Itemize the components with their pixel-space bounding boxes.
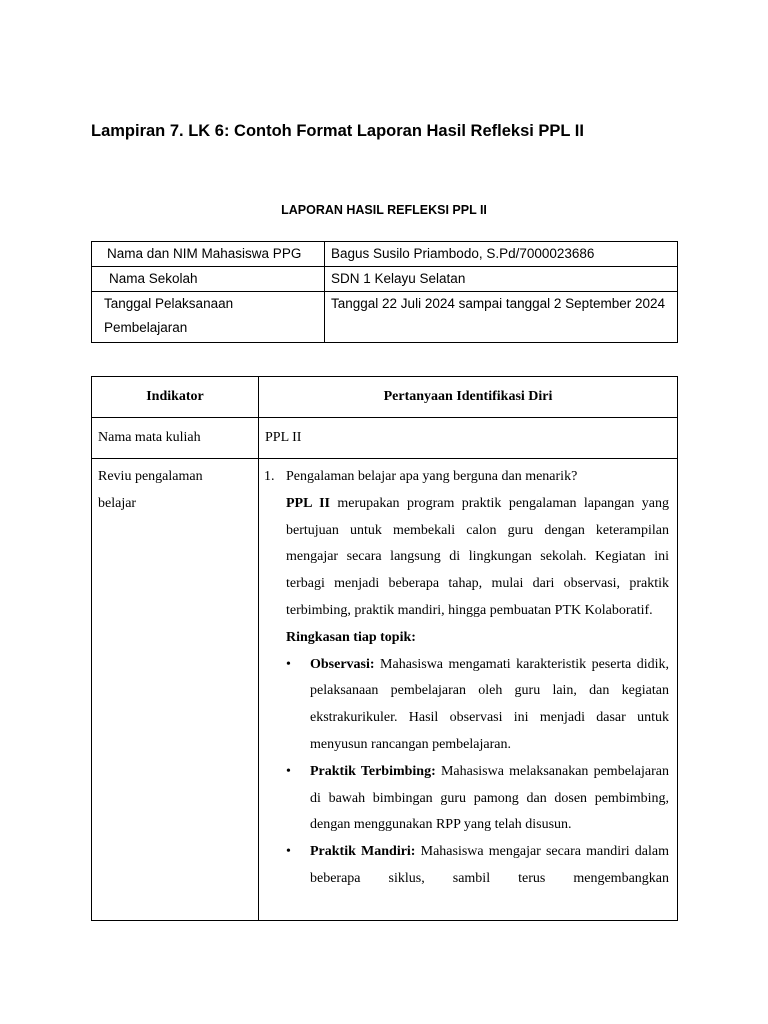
list-item [286,759,669,839]
identity-row-date [92,292,678,343]
header-indicator: Indikator [92,377,259,418]
review-label-line1: Reviu pengalaman [98,469,203,484]
bullet-icon: • [286,656,291,672]
identity-value-school: SDN 1 Kelayu Selatan [331,271,466,286]
bullet-text: Mahasiswa mengajar secara mandiri dalam beberapa siklus, sambil terus mengembangkan [310,844,669,886]
list-item [286,839,669,893]
question-text: Pengalaman belajar apa yang berguna dan menarik? [286,469,578,484]
identity-value-cell [325,242,678,267]
intro-bold: PPL II [286,495,330,511]
bullet-bold: Observasi: [310,656,375,672]
identity-label-name: Nama dan NIM Mahasiswa PPG [107,246,302,261]
identity-label-cell [92,242,325,267]
page-heading: Lampiran 7. LK 6: Contoh Format Laporan Hasil Refleksi PPL II [91,122,584,140]
review-label-cell [92,459,259,921]
reflection-table [91,376,678,921]
course-row [92,418,678,459]
report-title: LAPORAN HASIL REFLEKSI PPL II [281,203,487,217]
bullet-bold: Praktik Terbimbing: [310,763,436,779]
identity-table [91,241,678,343]
summary-heading: Ringkasan tiap topik: [286,629,416,645]
reflection-header-row [92,377,678,418]
question-number: 1. [264,469,275,484]
bullet-text: Mahasiswa mengamati karakteristik peserta didik, pelaksanaan pembelajaran oleh guru lain, dan kegiatan ekstrakurikuler. Hasil observasi ini menjadi dasar untuk menyusun rancangan pembelajaran. [310,656,669,752]
identity-label-cell [92,292,325,343]
bullet-icon: • [286,763,291,779]
summary-list [286,652,669,893]
review-content-cell [259,459,678,921]
review-content [259,464,677,920]
bullet-text: Mahasiswa melaksanakan pembelajaran di bawah bimbingan guru pamong dan dosen pembimbing, dengan menggunakan RPP yang telah disusun. [310,763,669,833]
identity-row-school [92,267,678,292]
identity-value-date: Tanggal 22 Juli 2024 sampai tanggal 2 September 2024 [331,296,665,311]
identity-label-date-line2: Pembelajaran [104,320,188,335]
identity-label-cell [92,267,325,292]
intro-text: merupakan program praktik pengalaman lapangan yang bertujuan untuk membekali calon guru dengan keterampilan mengajar secara langsung di lingkungan sekolah. Kegiatan ini terbagi menjadi beberapa tahap, mulai dari observasi, praktik terbimbing, praktik mandiri, hingga pembuatan PTK Kolaboratif. [286,495,669,618]
header-question: Pertanyaan Identifikasi Diri [259,377,678,418]
identity-label-date-line1: Tanggal Pelaksanaan [104,296,234,311]
bullet-bold: Praktik Mandiri: [310,844,416,860]
intro-paragraph [286,491,669,625]
identity-value-cell [325,292,678,343]
identity-label-school: Nama Sekolah [109,271,198,286]
identity-value-name: Bagus Susilo Priambodo, S.Pd/7000023686 [331,246,595,261]
identity-row-name [92,242,678,267]
review-row [92,459,678,921]
question-line [259,464,677,491]
review-label-line2: belajar [98,495,137,511]
course-value: PPL II [259,418,678,459]
answer-block [259,491,677,893]
list-item [286,652,669,759]
bullet-icon: • [286,844,291,860]
course-label: Nama mata kuliah [92,418,259,459]
identity-value-cell [325,267,678,292]
